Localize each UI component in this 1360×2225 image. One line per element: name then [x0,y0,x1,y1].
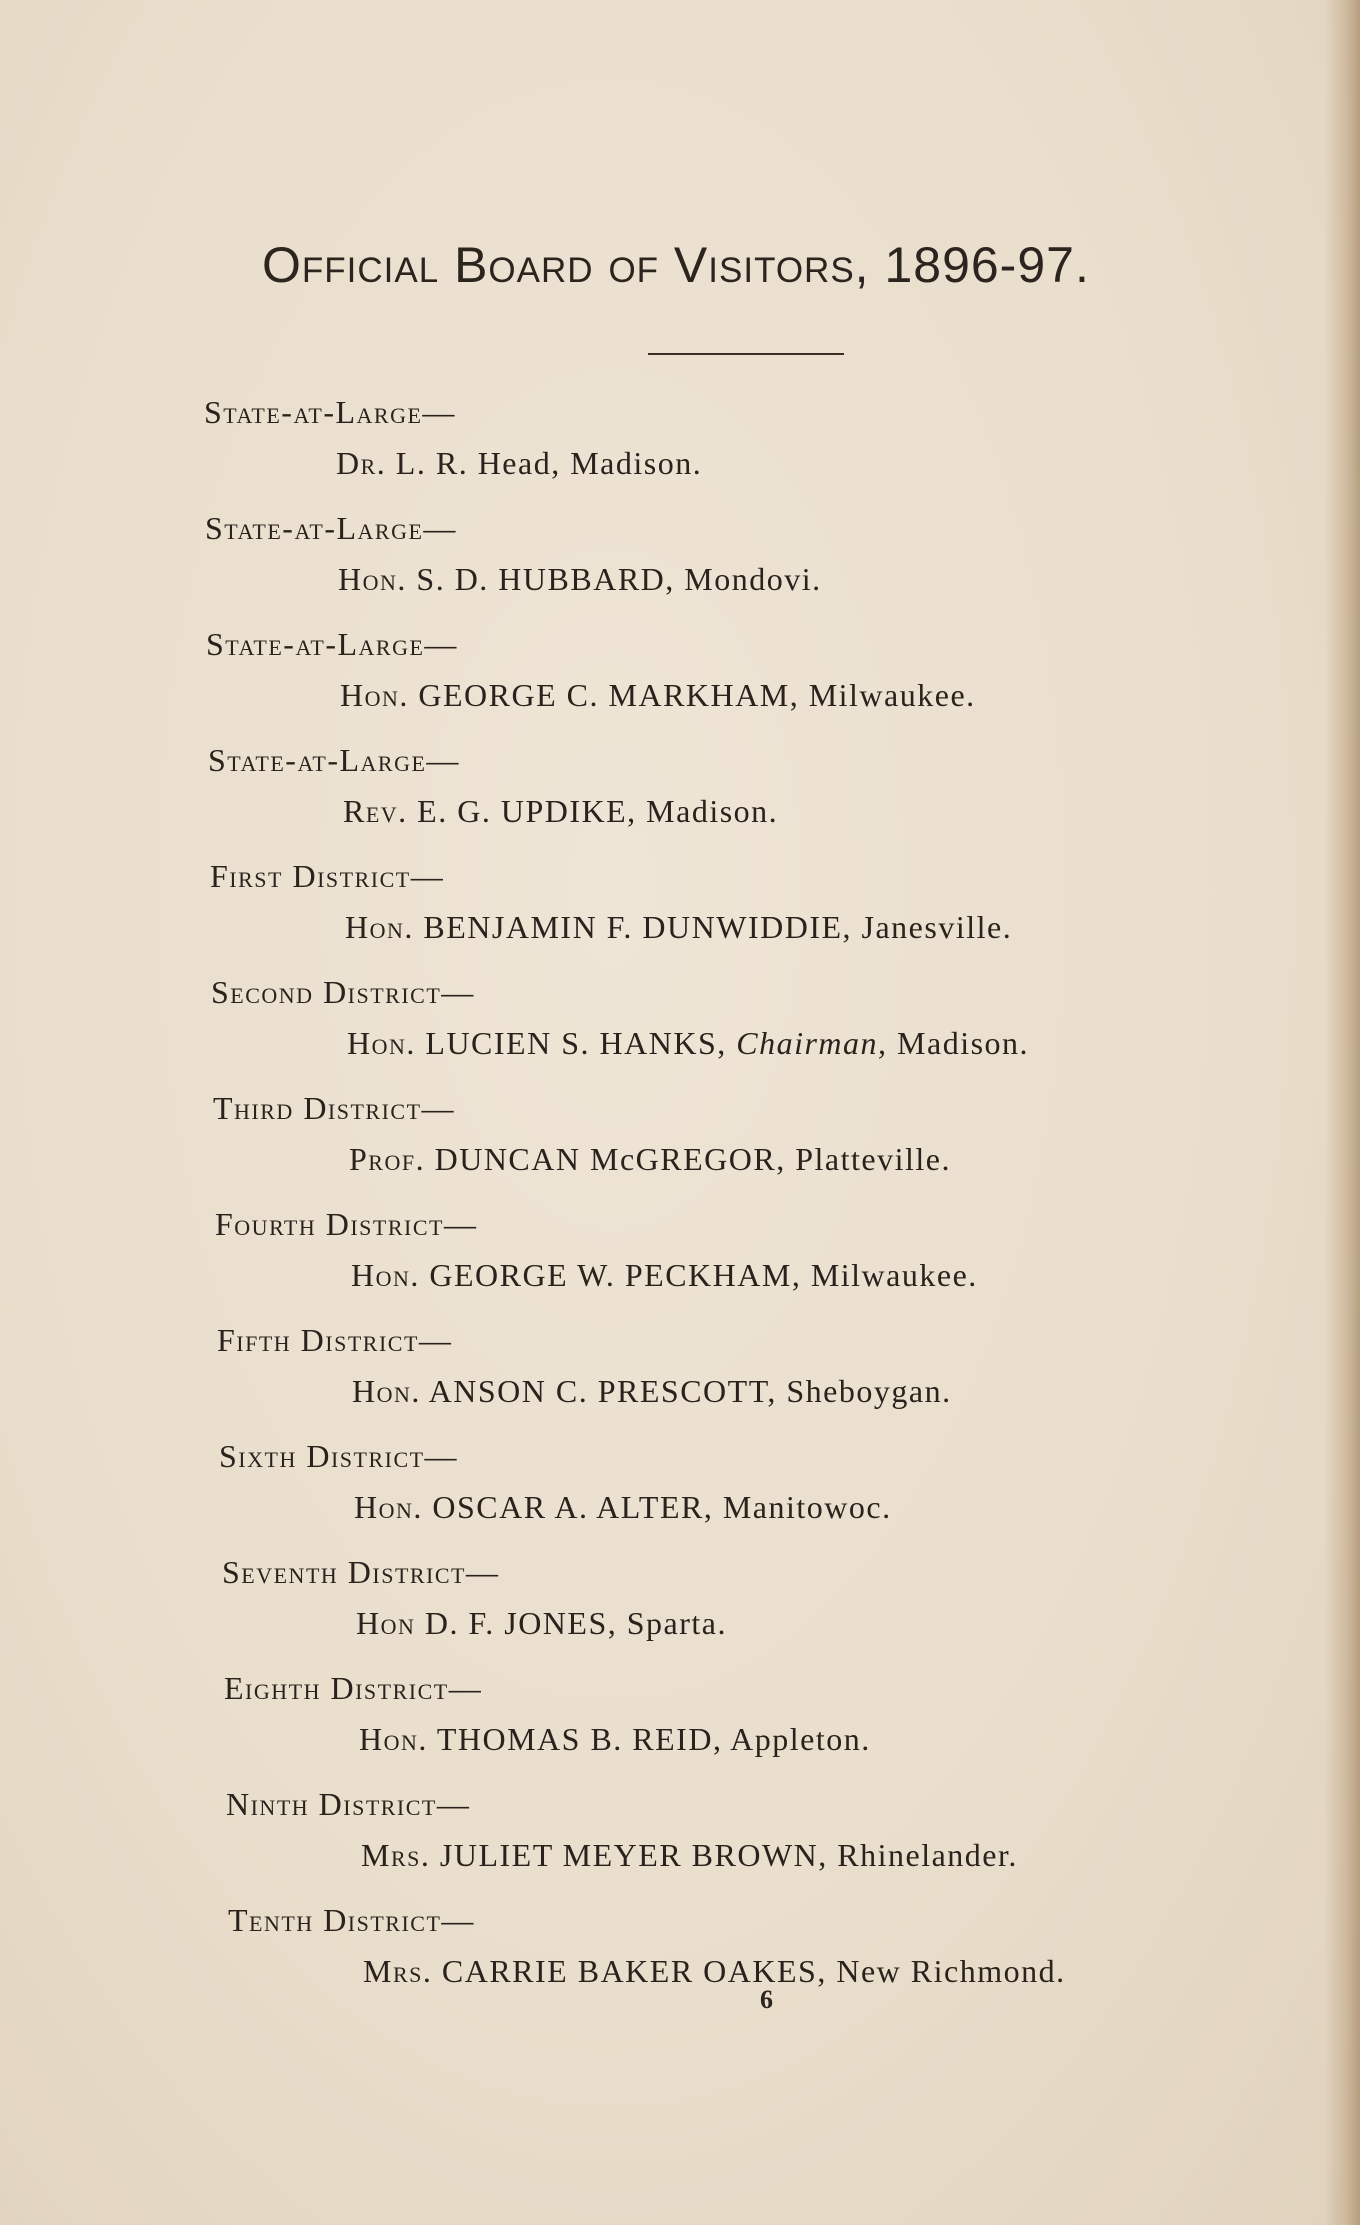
visitor-person [338,559,1360,599]
visitor-honorific: Mrs. [361,1837,431,1873]
visitor-name: GEORGE W. PECKHAM, [429,1257,802,1293]
visitor-honorific: Dr. [336,445,387,481]
visitor-entry [204,392,1304,483]
page-title: Official Board of Visitors, 1896-97. [262,237,1090,293]
visitor-name: E. G. UPDIKE, [417,793,637,829]
visitor-honorific: Mrs. [363,1953,433,1989]
visitor-place: Madison. [897,1025,1030,1061]
visitor-place: Rhinelander. [837,1837,1018,1873]
district-label: Eighth District— [224,1670,483,1706]
visitor-person [359,1719,1360,1759]
visitor-name: ANSON C. PRESCOTT, [428,1373,777,1409]
visitor-person [361,1835,1360,1875]
visitor-person [336,443,1360,483]
district-label: Seventh District— [222,1554,500,1590]
visitor-entry [226,1784,1326,1875]
visitor-name: D. F. JONES, [424,1605,618,1641]
district-label: Fifth District— [217,1322,453,1358]
visitor-honorific: Rev. [343,793,408,829]
visitor-place: Manitowoc. [722,1489,892,1525]
visitor-person [347,1023,1360,1063]
visitor-name: OSCAR A. ALTER, [432,1489,714,1525]
visitor-place: Madison. [570,445,703,481]
visitor-person [352,1371,1360,1411]
district-label: State-at-Large— [208,742,460,778]
visitor-entry [213,1088,1313,1179]
visitor-honorific: Hon [356,1605,416,1641]
visitor-entry [215,1204,1315,1295]
visitor-entry [224,1668,1324,1759]
visitor-place: Mondovi. [684,561,822,597]
visitor-place: Sparta. [626,1605,727,1641]
visitor-name: S. D. HUBBARD, [416,561,675,597]
visitor-person [354,1487,1360,1527]
visitor-entry [211,972,1311,1063]
visitor-person [343,791,1360,831]
visitor-entry [205,508,1305,599]
visitor-place: Milwaukee. [810,1257,978,1293]
visitor-place: New Richmond. [836,1953,1066,1989]
visitor-entry [228,1900,1328,1991]
visitor-name: THOMAS B. REID, [436,1721,723,1757]
visitor-role: Chairman, [736,1025,888,1061]
visitor-name: DUNCAN McGREGOR, [434,1141,786,1177]
visitor-place: Platteville. [795,1141,951,1177]
district-label: Fourth District— [215,1206,478,1242]
visitor-honorific: Hon. [338,561,407,597]
district-label: State-at-Large— [206,626,458,662]
district-label: Second District— [211,974,475,1010]
visitor-place: Janesville. [861,909,1013,945]
district-label: Sixth District— [219,1438,459,1474]
district-label: First District— [210,858,445,894]
visitor-name: CARRIE BAKER OAKES, [441,1953,827,1989]
visitor-place: Sheboygan. [786,1373,952,1409]
visitor-person [351,1255,1360,1295]
district-label: Third District— [213,1090,456,1126]
visitor-entry [210,856,1310,947]
visitor-name: L. R. Head, [395,445,561,481]
district-label: Tenth District— [228,1902,475,1938]
visitor-honorific: Hon. [340,677,409,713]
district-label: Ninth District— [226,1786,471,1822]
visitor-honorific: Hon. [354,1489,423,1525]
visitor-person [363,1951,1360,1991]
visitor-entry [208,740,1308,831]
visitor-place: Appleton. [730,1721,871,1757]
visitor-honorific: Hon. [352,1373,421,1409]
visitor-entry [222,1552,1322,1643]
visitor-honorific: Hon. [351,1257,420,1293]
page-number: 6 [760,1985,773,2014]
visitor-entry [206,624,1306,715]
visitor-person [349,1139,1360,1179]
visitor-name: JULIET MEYER BROWN, [439,1837,828,1873]
visitor-name: GEORGE C. MARKHAM, [418,677,800,713]
district-label: State-at-Large— [205,510,457,546]
visitor-place: Madison. [646,793,779,829]
visitor-name: LUCIEN S. HANKS, [425,1025,727,1061]
visitor-honorific: Hon. [347,1025,416,1061]
visitor-person [356,1603,1360,1643]
visitor-person [345,907,1360,947]
visitor-place: Milwaukee. [808,677,976,713]
visitor-honorific: Hon. [345,909,414,945]
district-label: State-at-Large— [204,394,456,430]
visitor-person [340,675,1360,715]
visitor-entry [219,1436,1319,1527]
visitor-honorific: Hon. [359,1721,428,1757]
visitor-honorific: Prof. [349,1141,426,1177]
visitor-name: BENJAMIN F. DUNWIDDIE, [423,909,853,945]
visitor-entry [217,1320,1317,1411]
